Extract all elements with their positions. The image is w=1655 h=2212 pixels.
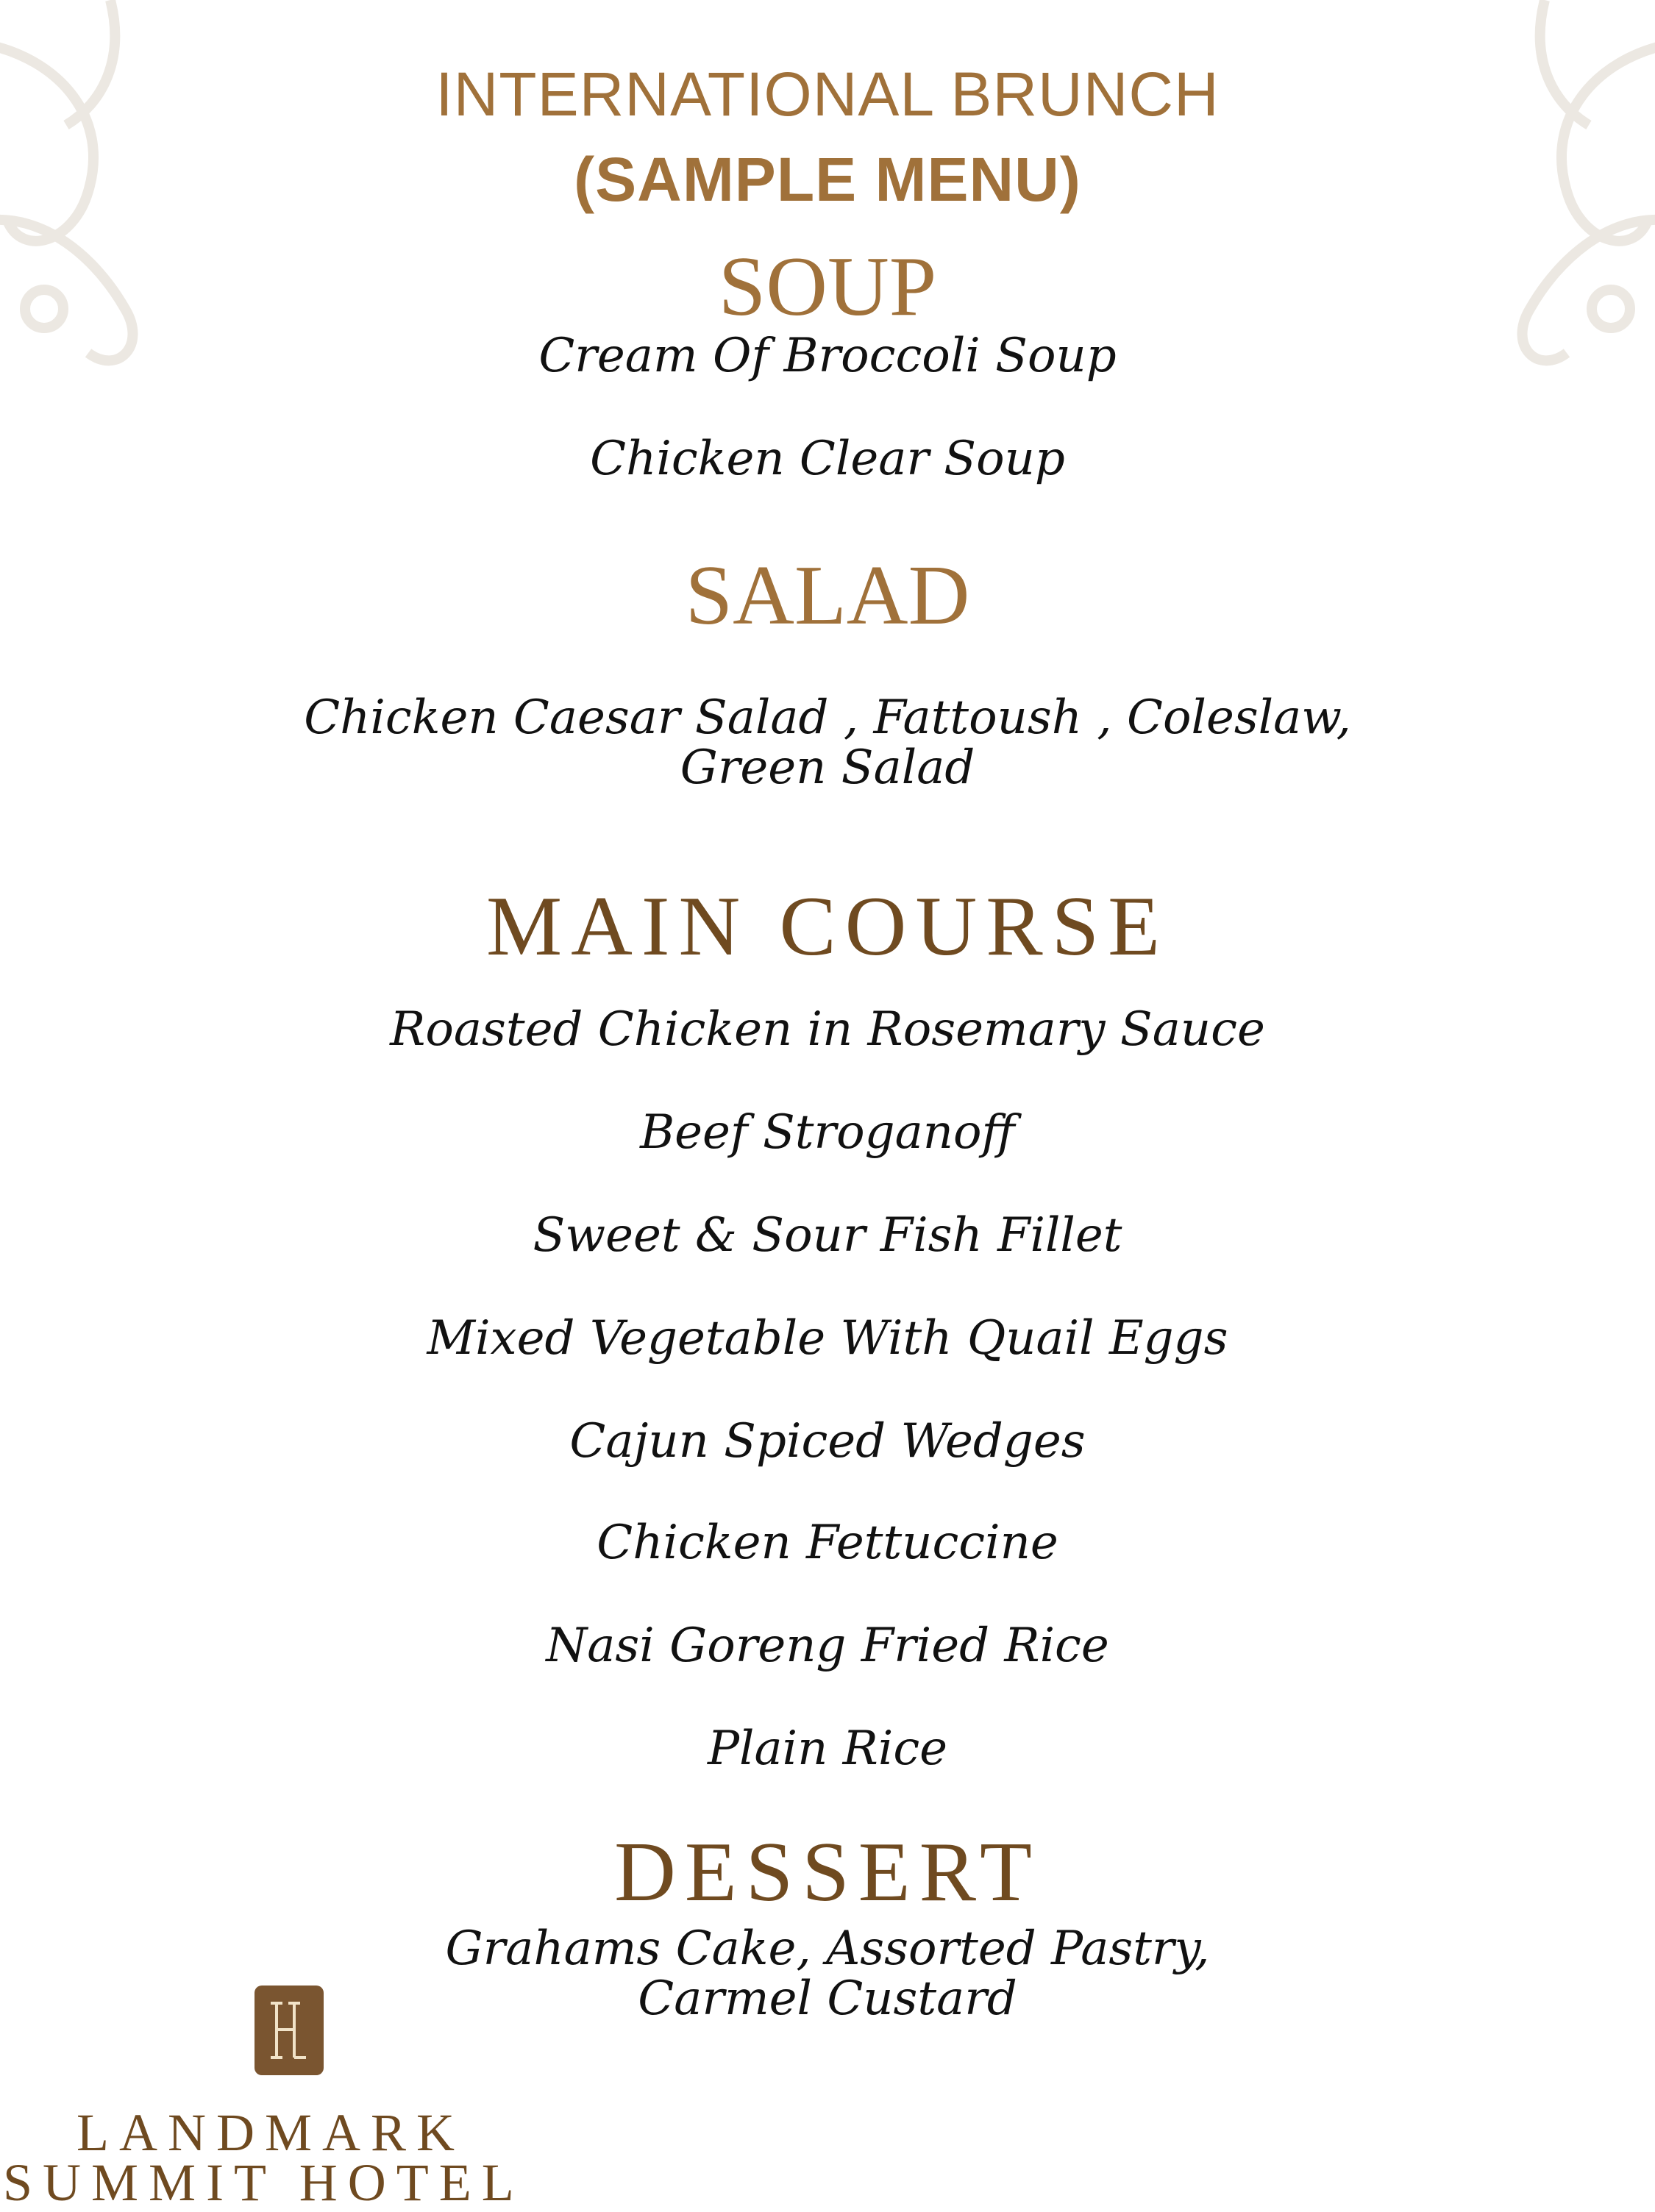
menu-item: Chicken Fettuccine [597,1516,1058,1570]
hl-monogram-icon [255,1986,324,2075]
menu-item: Carmel Custard [638,1972,1017,2026]
menu-item: Nasi Goreng Fried Rice [546,1619,1109,1673]
menu-item: Roasted Chicken in Rosemary Sauce [390,1002,1265,1057]
menu-subtitle: (SAMPLE MENU) [574,145,1081,214]
menu-item: Chicken Clear Soup [590,432,1065,486]
menu-item: Green Salad [680,741,975,795]
logo-text-line2: SUMMIT HOTEL [3,2153,524,2212]
section-title-soup: SOUP [718,240,937,334]
menu-item: Chicken Caesar Salad , Fattoush , Coleslaw, [304,691,1351,745]
menu-item: Grahams Cake, Assorted Pastry, [445,1922,1210,1976]
section-title-dessert: DESSERT [614,1825,1041,1919]
menu-item: Cajun Spiced Wedges [569,1414,1086,1469]
section-title-main-course: MAIN COURSE [486,880,1169,974]
menu-item: Plain Rice [707,1722,948,1776]
menu-item: Cream Of Broccoli Soup [538,329,1117,383]
logo-text-line1: LANDMARK [76,2103,466,2162]
menu-item: Sweet & Sour Fish Fillet [533,1208,1122,1263]
section-title-salad: SALAD [685,549,970,643]
menu-item: Beef Stroganoff [640,1105,1015,1160]
menu-item: Mixed Vegetable With Quail Eggs [427,1311,1228,1366]
menu-title: INTERNATIONAL BRUNCH [435,60,1220,129]
hotel-logo [0,1986,574,2212]
